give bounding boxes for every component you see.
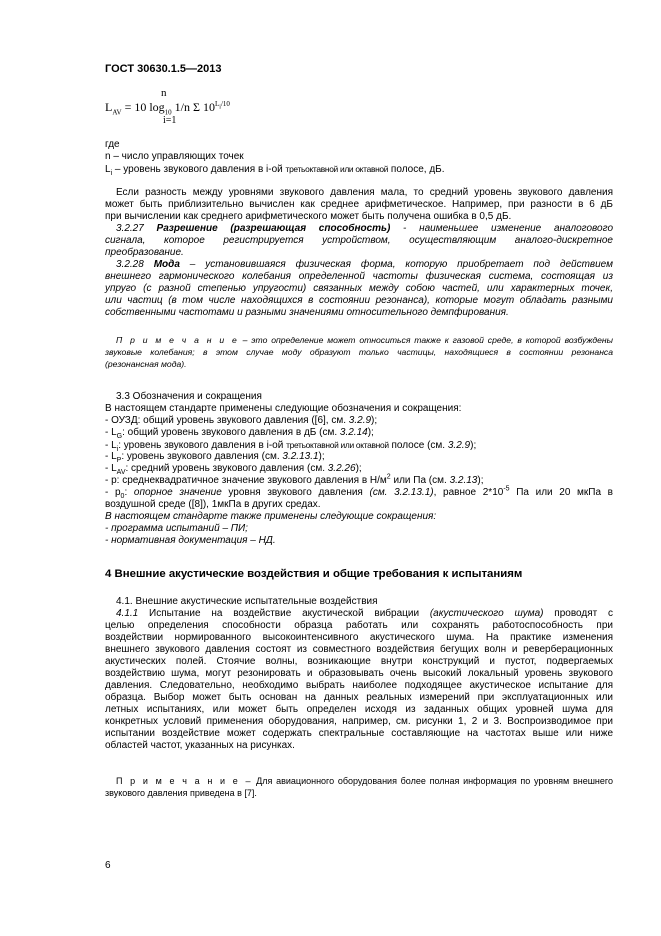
- note-2-line-2: звукового давления приведена в [7].: [105, 788, 257, 798]
- document-header: ГОСТ 30630.1.5—2013: [105, 63, 222, 75]
- abbr-li-ref: 3.2.9: [447, 440, 471, 451]
- where-li-c: полосе, дБ.: [388, 164, 445, 175]
- formula-log-sub: 10: [164, 108, 172, 117]
- formula-exp: L: [215, 100, 220, 108]
- abbr-li-b: : уровень звукового давления в i-ой: [118, 440, 287, 451]
- section-4-heading: 4 Внешние акустические воздействия и общие требования к испытаниям: [105, 568, 523, 580]
- p411-a: Испытание на воздействие акустической вибрации: [138, 608, 430, 619]
- formula-main: [105, 100, 230, 115]
- section-3-3-heading: 3.3 Обозначения и сокращения: [116, 391, 262, 402]
- def-328-line-4: или частиц (в том числе находящихся в состоянии резонанса), которые могут обладать разными: [105, 295, 613, 306]
- formula-exp-sub: i: [219, 104, 221, 111]
- section-3-3-intro: В настоящем стандарте применены следующие обозначения и сокращения:: [105, 403, 462, 414]
- formula-rest: 1/n Σ 10: [171, 100, 215, 114]
- abbr-li-a: - L: [105, 440, 117, 451]
- p411-line-4: внешнего звукового давления состоят из совместного воздействия бегущих волн и реверберационных: [105, 644, 613, 655]
- abbr-p-ref: 3.2.13: [449, 475, 478, 486]
- abbr-lp-a: - L: [105, 451, 117, 462]
- abbr-lp-b: : уровень звукового давления (см.: [121, 451, 283, 462]
- abbr-p0-italic: опорное значение: [133, 487, 222, 498]
- p1-line-2: может быть приблизительно вычислен как среднее арифметическое. Например, при разности в 6 дБ: [105, 199, 613, 210]
- abbr-p: [105, 475, 483, 487]
- abbr-p0-f: Па или 20 мкПа в: [509, 487, 613, 498]
- def-327-term: Разрешение (разрешающая способность): [156, 223, 391, 234]
- p411-b: проводят с: [543, 608, 614, 619]
- abbr-p0-a: - р: [105, 487, 121, 498]
- abbr-lg-ref: 3.2.14: [339, 427, 368, 438]
- where-li: [105, 163, 445, 176]
- formula-lower-limit: i=1: [163, 115, 177, 126]
- p411-line-6: воздействию шума, могут резонировать и образовывать очень высокий локальный уровень звукового: [105, 668, 613, 679]
- abbr-p-b: или Па (см.: [390, 475, 450, 486]
- abbr-lav: [105, 463, 362, 475]
- abbr-lg-c: );: [367, 427, 374, 438]
- p411-num: 4.1.1: [116, 608, 139, 619]
- abbr-lg-sub: G: [116, 433, 123, 440]
- p411-line-9: летных испытаниях, или может быть определен исходя из заданных общих уровней шума для: [105, 704, 613, 715]
- abbr-ouzd-ref: 3.2.9: [348, 415, 372, 426]
- p411-italic: (акустического шума): [429, 608, 544, 619]
- abbr-lp-ref: 3.2.13.1: [282, 451, 319, 462]
- where-li-b: – уровень звукового давления в i-ой: [112, 164, 286, 175]
- abbr-li-sub: i: [116, 446, 119, 453]
- where-n: n – число управляющих точек: [105, 151, 244, 162]
- abbr-lg-b: : общий уровень звукового давления в дБ (см.: [122, 427, 340, 438]
- page-number: 6: [105, 860, 111, 871]
- p1-line-1: Если разность между уровнями звукового давления мала, то средний уровень звукового давления: [116, 187, 613, 198]
- abbr-nd: - нормативная документация – НД.: [105, 535, 276, 546]
- def-327-rest: - наименьшее изменение аналогового: [390, 223, 614, 234]
- abbr-p0-sub: 0: [120, 493, 125, 500]
- abbr-lg: [105, 427, 374, 439]
- def-328-line-2: внешнего гармонического колебания определенной частоты физическая система, состоящая из: [105, 271, 613, 282]
- formula-lhs-sub: AV: [112, 108, 122, 117]
- abbr-lav-c: );: [355, 463, 362, 474]
- abbr-p-c: );: [477, 475, 484, 486]
- section-4-1-heading: 4.1. Внешние акустические испытательные воздействия: [116, 596, 378, 607]
- formula-eq: = 10 log: [121, 100, 165, 114]
- abbr-p0-line-2: воздушной среде ([8]), 1мкПа в других средах.: [105, 499, 321, 510]
- abbr-p0-ref: (см. 3.2.13.1): [369, 487, 434, 498]
- abbr-lav-ref: 3.2.26: [327, 463, 356, 474]
- p411-line-2: целью определения способности образца работать или сохранять работоспособность при: [105, 620, 613, 631]
- formula-lhs: L: [105, 100, 113, 114]
- def-327-line-1: [116, 223, 613, 235]
- note-1-line-1: [116, 335, 613, 346]
- def-328-term: Мода: [153, 259, 180, 270]
- note-1-line-2: звуковые колебания; в этом случае моду образуют только частицы, находящиеся в состоянии резонанса: [105, 347, 613, 357]
- abbr-p0-exp: -5: [503, 485, 510, 493]
- abbr-lg-a: - L: [105, 427, 117, 438]
- p411-line-7: давления. Следовательно, необходимо выбрать наиболее подходящее акустическое испытание для: [105, 680, 613, 691]
- p411-line-5: акустических полей. Стоячие волны, возникающие внутри конструкций и пустот, подвергаемых: [105, 656, 613, 667]
- where-li-sub: i: [110, 170, 113, 177]
- abbr-lav-a: - L: [105, 463, 117, 474]
- abbr-ouzd-a: - ОУЗД: общий уровень звукового давления ([6], см.: [105, 415, 349, 426]
- abbr-lp-sub: P: [116, 457, 122, 464]
- abbr-ouzd: [105, 415, 377, 427]
- abbr-li-narrow: третьоктавной или октавной: [286, 440, 389, 450]
- abbr-lp-c: );: [318, 451, 325, 462]
- abbr-p0-line-1: [105, 487, 613, 499]
- p411-line-1: [116, 608, 613, 620]
- abbr-p0-d: , равное 2*10: [433, 487, 504, 498]
- where-label: где: [105, 139, 120, 150]
- note-2-l1: Для авиационного оборудования более полная информация по уровням внешнего: [252, 776, 613, 786]
- note-1-l1: – это определение может относиться также к газовой среде, в которой возбуждены: [238, 335, 613, 345]
- abbr-ouzd-b: );: [371, 415, 378, 426]
- note-1-line-3: (резонансная мода).: [105, 359, 187, 369]
- formula-exp-tail: /10: [220, 100, 230, 108]
- note-1-label: П р и м е ч а н и е: [116, 335, 239, 345]
- abbr-pi: - программа испытаний – ПИ;: [105, 523, 248, 534]
- abbr-li-c: полосе (см.: [388, 440, 448, 451]
- abbr-lav-b: : средний уровень звукового давления (см.: [125, 463, 328, 474]
- def-328-rest: – установившаяся физическая форма, которую приобретает под действием: [179, 259, 613, 270]
- abbr-lav-sub: AV: [116, 469, 126, 476]
- formula-upper-limit: n: [161, 87, 167, 99]
- abbr-lp: [105, 451, 325, 463]
- def-327-num: 3.2.27: [116, 223, 157, 234]
- also-abbr-intro: В настоящем стандарте также применены следующие сокращения:: [105, 511, 437, 522]
- def-328-line-5: собственными частотами и разными значениями относительного демпфирования.: [105, 307, 509, 318]
- def-328-line-1: [116, 259, 613, 271]
- def-327-line-3: преобразование.: [105, 247, 184, 258]
- abbr-p-sup: 2: [386, 473, 391, 481]
- p411-line-3: воздействии нормированного высокоинтенсивного акустического шума. На практике изменения: [105, 632, 613, 643]
- p411-line-12: областей частот, указанных на рисунках.: [105, 740, 295, 751]
- p411-line-8: образца. Выбор может быть основан на данных реальных измерений при эксплуатационных или: [105, 692, 613, 703]
- def-327-line-2: сигнала, которое регистрируется устройством, осуществляющим аналого-дискретное: [105, 235, 613, 246]
- note-2-line-1: [116, 776, 613, 787]
- p411-line-11: испытании воздействие может содержать спектральные составляющие на частотах выше или ниже: [105, 728, 613, 739]
- abbr-p-a: - р: среднеквадратичное значение звукового давления в Н/м: [105, 475, 387, 486]
- abbr-p0-c: уровня звукового давления: [221, 487, 370, 498]
- abbr-p0-b: :: [124, 487, 134, 498]
- abbr-li-d: );: [470, 440, 477, 451]
- where-li-narrow: третьоктавной или октавной: [285, 164, 389, 174]
- def-328-num: 3.2.28: [116, 259, 154, 270]
- note-2-label: П р и м е ч а н и е –: [116, 776, 253, 786]
- p411-line-10: конкретных условий применения оборудования, например, см. рисунки 1, 2 и 3. Воспроизводимое при: [105, 716, 613, 727]
- def-328-line-3: упруго (с разной степенью упругости) связанных между собою частей, или характерных точек,: [105, 283, 613, 294]
- where-li-a: L: [105, 164, 111, 175]
- p1-line-3: при вычислении как среднего арифметического может быть получена ошибка в 0,5 дБ.: [105, 211, 512, 222]
